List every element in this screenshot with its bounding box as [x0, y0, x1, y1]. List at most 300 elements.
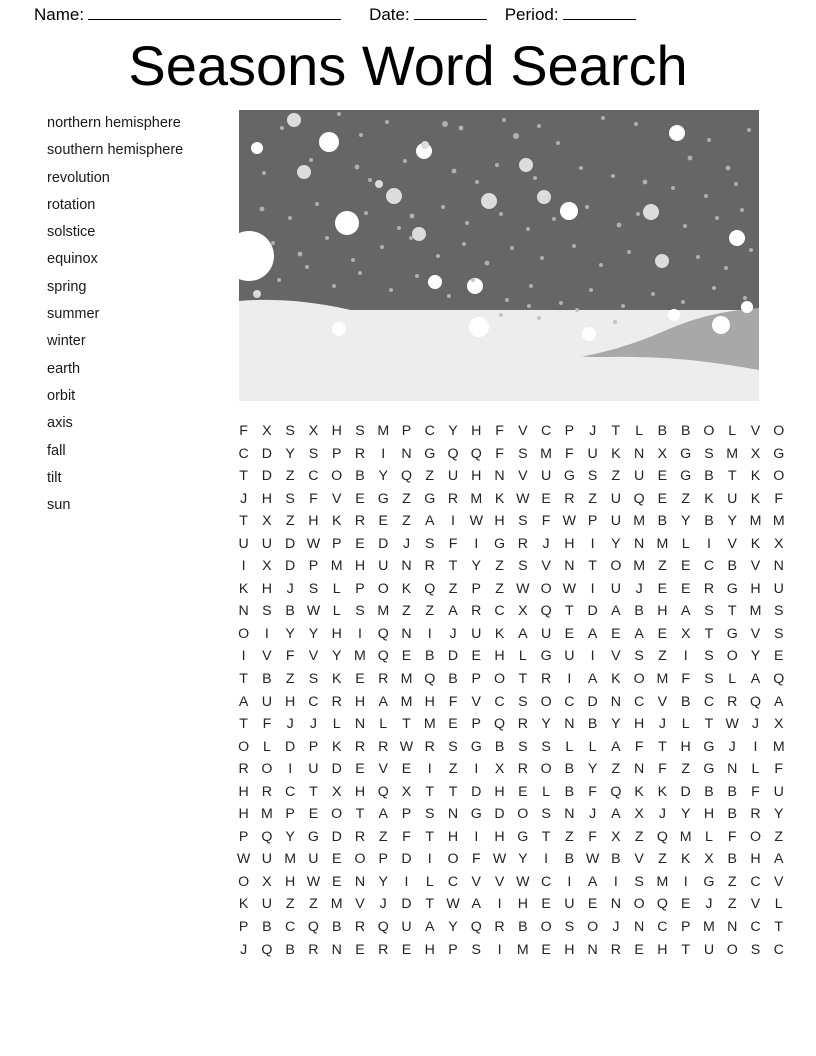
grid-cell[interactable]: L	[681, 716, 690, 733]
grid-cell[interactable]: I	[451, 513, 455, 530]
grid-cell[interactable]: I	[241, 558, 246, 575]
word-list-item[interactable]: fall	[47, 442, 66, 459]
grid-cell[interactable]: U	[540, 468, 552, 485]
grid-cell[interactable]: Z	[634, 828, 644, 845]
grid-cell[interactable]: S	[518, 558, 528, 575]
grid-cell[interactable]: O	[354, 851, 366, 868]
grid-cell[interactable]: K	[634, 783, 644, 800]
grid-cell[interactable]: N	[447, 806, 459, 823]
grid-cell[interactable]: X	[262, 513, 272, 530]
grid-cell[interactable]: C	[540, 423, 552, 439]
grid-cell[interactable]: X	[308, 423, 319, 439]
grid-cell[interactable]: H	[424, 693, 435, 710]
grid-cell[interactable]: R	[354, 513, 366, 530]
grid-cell[interactable]: T	[611, 423, 621, 439]
grid-cell[interactable]: K	[494, 625, 505, 642]
grid-cell[interactable]: M	[703, 919, 715, 936]
grid-cell[interactable]: N	[401, 558, 412, 575]
grid-cell[interactable]: G	[703, 873, 715, 890]
grid-cell[interactable]: R	[238, 761, 249, 778]
grid-cell[interactable]: V	[471, 873, 482, 890]
grid-cell[interactable]: I	[357, 625, 362, 642]
grid-cell[interactable]: H	[261, 580, 273, 597]
grid-cell[interactable]: O	[331, 468, 343, 485]
grid-cell[interactable]: S	[518, 513, 528, 530]
grid-cell[interactable]: X	[611, 828, 621, 845]
grid-cell[interactable]: L	[262, 738, 271, 755]
grid-cell[interactable]: P	[331, 445, 342, 462]
grid-cell[interactable]: P	[401, 806, 412, 823]
grid-cell[interactable]: B	[611, 851, 621, 868]
grid-cell[interactable]: S	[448, 738, 458, 755]
grid-cell[interactable]: M	[400, 671, 413, 688]
grid-cell[interactable]: T	[448, 783, 458, 800]
grid-cell[interactable]: V	[494, 873, 505, 890]
grid-cell[interactable]: L	[751, 761, 760, 778]
grid-cell[interactable]: M	[656, 873, 669, 890]
grid-cell[interactable]: I	[590, 535, 595, 552]
grid-cell[interactable]: B	[285, 603, 295, 620]
grid-cell[interactable]: Z	[658, 648, 667, 665]
grid-cell[interactable]: Y	[378, 468, 388, 485]
grid-cell[interactable]: U	[261, 535, 273, 552]
grid-cell[interactable]: X	[331, 783, 342, 800]
grid-cell[interactable]: B	[425, 648, 435, 665]
grid-cell[interactable]: Z	[425, 603, 435, 620]
grid-cell[interactable]: A	[634, 625, 644, 642]
grid-cell[interactable]: M	[749, 603, 762, 620]
grid-cell[interactable]: I	[683, 648, 688, 665]
grid-cell[interactable]: V	[774, 873, 784, 890]
grid-cell[interactable]: A	[680, 603, 691, 620]
grid-cell[interactable]: E	[657, 625, 668, 642]
grid-cell[interactable]: A	[587, 671, 598, 688]
grid-cell[interactable]: Y	[680, 806, 691, 823]
grid-cell[interactable]: L	[588, 738, 597, 755]
grid-cell[interactable]: Q	[261, 941, 273, 958]
grid-cell[interactable]: E	[355, 535, 365, 552]
grid-cell[interactable]: B	[518, 919, 528, 936]
grid-cell[interactable]: P	[471, 671, 482, 688]
grid-cell[interactable]: P	[680, 919, 691, 936]
grid-cell[interactable]: Q	[633, 490, 645, 507]
grid-cell[interactable]: P	[238, 919, 249, 936]
grid-cell[interactable]: U	[610, 513, 621, 530]
grid-cell[interactable]: V	[518, 423, 528, 439]
grid-cell[interactable]: C	[703, 693, 715, 710]
grid-cell[interactable]: U	[238, 535, 249, 552]
grid-cell[interactable]: L	[705, 828, 713, 845]
grid-cell[interactable]: Q	[610, 783, 622, 800]
grid-cell[interactable]: F	[588, 783, 597, 800]
date-blank-line[interactable]	[414, 6, 487, 20]
grid-cell[interactable]: B	[262, 671, 272, 688]
grid-cell[interactable]: Z	[285, 671, 295, 688]
grid-cell[interactable]: S	[634, 873, 644, 890]
grid-cell[interactable]: R	[354, 919, 366, 936]
grid-cell[interactable]: K	[494, 490, 505, 507]
grid-cell[interactable]: F	[309, 490, 318, 507]
grid-cell[interactable]: H	[494, 783, 505, 800]
grid-cell[interactable]: I	[427, 625, 432, 642]
grid-cell[interactable]: J	[658, 716, 666, 733]
grid-cell[interactable]: R	[424, 738, 435, 755]
grid-cell[interactable]: X	[494, 761, 505, 778]
grid-cell[interactable]: S	[750, 941, 761, 958]
grid-cell[interactable]: E	[401, 648, 412, 665]
grid-cell[interactable]: S	[518, 693, 528, 710]
grid-cell[interactable]: H	[494, 828, 505, 845]
grid-cell[interactable]: M	[284, 851, 297, 868]
grid-cell[interactable]: Q	[773, 671, 785, 688]
grid-cell[interactable]: Q	[400, 468, 413, 485]
grid-cell[interactable]: S	[308, 580, 319, 597]
grid-cell[interactable]: Q	[377, 919, 389, 936]
grid-cell[interactable]: Q	[377, 625, 389, 642]
grid-cell[interactable]: L	[681, 535, 690, 552]
grid-cell[interactable]: L	[332, 580, 341, 597]
grid-cell[interactable]: R	[517, 716, 528, 733]
grid-cell[interactable]: M	[423, 716, 436, 733]
grid-cell[interactable]: Y	[750, 648, 761, 665]
grid-cell[interactable]: Z	[681, 761, 691, 778]
grid-cell[interactable]: Y	[285, 445, 295, 462]
grid-cell[interactable]: U	[564, 648, 575, 665]
grid-cell[interactable]: A	[448, 603, 458, 620]
grid-cell[interactable]: E	[355, 941, 365, 958]
grid-cell[interactable]: K	[750, 468, 761, 485]
word-list-item[interactable]: orbit	[47, 387, 76, 404]
grid-cell[interactable]: F	[774, 490, 784, 507]
grid-cell[interactable]: U	[727, 490, 738, 507]
grid-cell[interactable]: F	[262, 716, 272, 733]
word-list-item[interactable]: summer	[47, 306, 100, 323]
grid-cell[interactable]: Y	[471, 558, 482, 575]
grid-cell[interactable]: M	[749, 513, 762, 530]
grid-cell[interactable]: D	[680, 783, 691, 800]
grid-cell[interactable]: R	[331, 693, 342, 710]
grid-cell[interactable]: S	[587, 468, 598, 485]
grid-cell[interactable]: W	[446, 896, 460, 913]
grid-cell[interactable]: U	[401, 919, 412, 936]
grid-cell[interactable]: S	[355, 423, 365, 439]
grid-cell[interactable]: B	[680, 423, 691, 439]
grid-cell[interactable]: S	[541, 738, 551, 755]
grid-cell[interactable]: X	[657, 445, 668, 462]
grid-cell[interactable]: U	[308, 761, 319, 778]
grid-cell[interactable]: G	[773, 445, 785, 462]
word-list-item[interactable]: equinox	[47, 251, 98, 268]
grid-cell[interactable]: I	[497, 896, 502, 913]
grid-cell[interactable]: H	[354, 783, 366, 800]
grid-cell[interactable]: W	[492, 851, 507, 868]
grid-cell[interactable]: B	[494, 738, 505, 755]
grid-cell[interactable]: M	[470, 490, 483, 507]
grid-cell[interactable]: J	[379, 896, 387, 913]
grid-cell[interactable]: K	[331, 738, 342, 755]
grid-cell[interactable]: B	[727, 783, 737, 800]
word-list-item[interactable]: northern hemisphere	[47, 115, 181, 131]
grid-cell[interactable]: W	[399, 738, 414, 755]
grid-cell[interactable]: R	[517, 761, 528, 778]
grid-cell[interactable]: D	[285, 738, 296, 755]
grid-cell[interactable]: P	[308, 738, 319, 755]
grid-cell[interactable]: C	[424, 423, 435, 439]
grid-cell[interactable]: L	[425, 873, 434, 890]
grid-cell[interactable]: E	[448, 716, 458, 733]
grid-cell[interactable]: V	[378, 761, 388, 778]
grid-cell[interactable]: B	[680, 693, 691, 710]
grid-cell[interactable]: L	[728, 423, 737, 439]
grid-cell[interactable]: Z	[658, 851, 667, 868]
grid-cell[interactable]: G	[470, 738, 482, 755]
grid-cell[interactable]: L	[565, 738, 574, 755]
grid-cell[interactable]: R	[447, 490, 459, 507]
grid-cell[interactable]: F	[471, 851, 481, 868]
grid-cell[interactable]: X	[774, 716, 784, 733]
grid-cell[interactable]: H	[750, 580, 761, 597]
grid-cell[interactable]: J	[542, 535, 550, 552]
grid-cell[interactable]: D	[261, 445, 273, 462]
grid-cell[interactable]: X	[750, 445, 761, 462]
grid-cell[interactable]: I	[613, 873, 618, 890]
grid-cell[interactable]: G	[307, 828, 319, 845]
grid-cell[interactable]: P	[448, 941, 458, 958]
grid-cell[interactable]: U	[703, 941, 715, 958]
grid-cell[interactable]: F	[448, 693, 458, 710]
grid-cell[interactable]: E	[564, 625, 575, 642]
grid-cell[interactable]: B	[657, 513, 668, 530]
grid-cell[interactable]: M	[772, 738, 785, 755]
grid-cell[interactable]: M	[540, 445, 552, 462]
grid-cell[interactable]: G	[494, 535, 506, 552]
grid-cell[interactable]: T	[239, 671, 248, 688]
grid-cell[interactable]: A	[611, 603, 621, 620]
grid-cell[interactable]: G	[680, 468, 692, 485]
word-list-item[interactable]: winter	[47, 333, 86, 350]
grid-cell[interactable]: Z	[448, 580, 458, 597]
grid-cell[interactable]: I	[590, 648, 595, 665]
grid-cell[interactable]: S	[564, 919, 575, 936]
grid-cell[interactable]: W	[516, 490, 530, 507]
grid-cell[interactable]: Z	[448, 761, 458, 778]
grid-cell[interactable]: Y	[541, 716, 551, 733]
grid-cell[interactable]: S	[774, 603, 784, 620]
grid-cell[interactable]: M	[633, 513, 646, 530]
grid-cell[interactable]: T	[565, 603, 574, 620]
grid-cell[interactable]: Z	[774, 828, 784, 845]
grid-cell[interactable]: M	[330, 558, 343, 575]
grid-cell[interactable]: U	[610, 580, 621, 597]
grid-cell[interactable]: N	[634, 761, 645, 778]
grid-cell[interactable]: V	[331, 490, 342, 507]
grid-cell[interactable]: Y	[727, 513, 737, 530]
grid-cell[interactable]: Q	[261, 828, 273, 845]
grid-cell[interactable]: K	[611, 671, 621, 688]
grid-cell[interactable]: F	[495, 445, 504, 462]
grid-cell[interactable]: C	[703, 558, 715, 575]
grid-cell[interactable]: W	[516, 873, 530, 890]
grid-cell[interactable]: S	[704, 603, 714, 620]
grid-cell[interactable]: Z	[309, 896, 318, 913]
grid-cell[interactable]: Y	[680, 513, 691, 530]
grid-cell[interactable]: C	[750, 873, 761, 890]
grid-cell[interactable]: Z	[402, 603, 411, 620]
grid-cell[interactable]: J	[286, 580, 294, 597]
grid-cell[interactable]: V	[657, 693, 668, 710]
grid-cell[interactable]: S	[518, 738, 528, 755]
grid-cell[interactable]: E	[518, 783, 528, 800]
grid-cell[interactable]: S	[425, 535, 435, 552]
grid-cell[interactable]: J	[286, 716, 294, 733]
grid-cell[interactable]: W	[516, 580, 530, 597]
grid-cell[interactable]: N	[634, 445, 645, 462]
grid-cell[interactable]: P	[564, 423, 575, 439]
grid-cell[interactable]: I	[753, 738, 758, 755]
grid-cell[interactable]: J	[658, 806, 666, 823]
grid-cell[interactable]: H	[308, 513, 319, 530]
grid-cell[interactable]: K	[680, 851, 691, 868]
grid-cell[interactable]: M	[633, 558, 646, 575]
grid-cell[interactable]: U	[261, 693, 273, 710]
grid-cell[interactable]: V	[471, 693, 482, 710]
grid-cell[interactable]: E	[774, 648, 784, 665]
grid-cell[interactable]: U	[308, 851, 319, 868]
grid-cell[interactable]: W	[562, 513, 577, 530]
grid-cell[interactable]: N	[494, 468, 505, 485]
grid-cell[interactable]: E	[680, 580, 691, 597]
grid-cell[interactable]: T	[448, 558, 458, 575]
grid-cell[interactable]: W	[236, 851, 251, 868]
grid-cell[interactable]: C	[238, 445, 249, 462]
grid-cell[interactable]: M	[377, 423, 390, 439]
grid-cell[interactable]: W	[306, 603, 321, 620]
grid-cell[interactable]: R	[703, 580, 715, 597]
grid-cell[interactable]: E	[541, 490, 551, 507]
grid-cell[interactable]: H	[354, 558, 366, 575]
grid-cell[interactable]: V	[308, 648, 319, 665]
grid-cell[interactable]: I	[497, 941, 502, 958]
grid-cell[interactable]: S	[704, 445, 714, 462]
grid-cell[interactable]: H	[564, 941, 575, 958]
grid-cell[interactable]: B	[727, 851, 737, 868]
grid-cell[interactable]: E	[331, 851, 342, 868]
grid-cell[interactable]: J	[612, 919, 620, 936]
grid-cell[interactable]: D	[401, 896, 412, 913]
grid-cell[interactable]: H	[494, 513, 505, 530]
grid-cell[interactable]: B	[657, 423, 668, 439]
grid-cell[interactable]: Q	[307, 919, 319, 936]
word-search-grid[interactable]	[232, 420, 785, 961]
grid-cell[interactable]: R	[354, 828, 366, 845]
grid-cell[interactable]: Q	[749, 693, 761, 710]
grid-cell[interactable]: H	[238, 806, 249, 823]
grid-cell[interactable]: A	[425, 513, 435, 530]
grid-cell[interactable]: V	[541, 558, 551, 575]
grid-cell[interactable]: Q	[424, 580, 436, 597]
grid-cell[interactable]: Z	[565, 828, 574, 845]
grid-cell[interactable]: N	[401, 445, 412, 462]
grid-cell[interactable]: O	[447, 851, 459, 868]
grid-cell[interactable]: Z	[611, 761, 621, 778]
grid-cell[interactable]: F	[285, 648, 295, 665]
grid-cell[interactable]: J	[728, 738, 736, 755]
grid-cell[interactable]: Z	[402, 490, 411, 507]
grid-cell[interactable]: I	[474, 535, 479, 552]
grid-cell[interactable]: B	[285, 941, 295, 958]
grid-cell[interactable]: J	[751, 716, 760, 733]
grid-cell[interactable]: Q	[424, 671, 436, 688]
grid-cell[interactable]: H	[354, 693, 366, 710]
grid-cell[interactable]: E	[680, 558, 691, 575]
grid-cell[interactable]: R	[354, 445, 366, 462]
grid-cell[interactable]: U	[447, 468, 459, 485]
grid-cell[interactable]: T	[774, 919, 784, 936]
grid-cell[interactable]: O	[773, 423, 785, 439]
grid-cell[interactable]: P	[471, 716, 482, 733]
grid-cell[interactable]: F	[239, 423, 248, 439]
grid-cell[interactable]: O	[726, 648, 738, 665]
grid-cell[interactable]: O	[238, 873, 250, 890]
grid-cell[interactable]: C	[285, 783, 296, 800]
grid-cell[interactable]: U	[773, 580, 784, 597]
grid-cell[interactable]: F	[588, 828, 597, 845]
grid-cell[interactable]: X	[518, 603, 528, 620]
grid-cell[interactable]: Z	[495, 558, 504, 575]
grid-cell[interactable]: X	[680, 625, 691, 642]
grid-cell[interactable]: R	[354, 738, 366, 755]
grid-cell[interactable]: O	[773, 468, 785, 485]
grid-cell[interactable]: H	[261, 490, 273, 507]
grid-cell[interactable]: M	[726, 445, 739, 462]
grid-cell[interactable]: O	[633, 671, 645, 688]
grid-cell[interactable]: F	[658, 761, 667, 778]
grid-cell[interactable]: I	[683, 873, 688, 890]
grid-cell[interactable]: H	[634, 716, 645, 733]
grid-cell[interactable]: S	[308, 671, 319, 688]
grid-cell[interactable]: B	[727, 558, 737, 575]
grid-cell[interactable]: Y	[378, 873, 388, 890]
grid-cell[interactable]: E	[331, 873, 342, 890]
grid-cell[interactable]: A	[378, 806, 388, 823]
grid-cell[interactable]: E	[541, 896, 551, 913]
grid-cell[interactable]: X	[262, 423, 272, 439]
grid-cell[interactable]: K	[750, 535, 761, 552]
grid-cell[interactable]: L	[774, 896, 783, 913]
word-list-item[interactable]: axis	[47, 415, 73, 432]
grid-cell[interactable]: T	[727, 468, 737, 485]
grid-cell[interactable]: A	[750, 671, 761, 688]
grid-cell[interactable]: C	[494, 693, 505, 710]
grid-cell[interactable]: X	[634, 806, 644, 823]
grid-cell[interactable]: U	[471, 625, 482, 642]
grid-cell[interactable]: B	[634, 603, 644, 620]
grid-cell[interactable]: T	[239, 468, 248, 485]
grid-cell[interactable]: Q	[656, 828, 668, 845]
grid-cell[interactable]: N	[401, 625, 412, 642]
grid-cell[interactable]: Y	[448, 919, 458, 936]
grid-cell[interactable]: Q	[447, 445, 459, 462]
grid-cell[interactable]: U	[378, 558, 389, 575]
grid-cell[interactable]: Z	[658, 558, 667, 575]
grid-cell[interactable]: Q	[494, 716, 506, 733]
grid-cell[interactable]: O	[377, 580, 389, 597]
grid-cell[interactable]: V	[727, 535, 737, 552]
grid-cell[interactable]: E	[657, 580, 668, 597]
grid-cell[interactable]: Y	[774, 806, 784, 823]
grid-cell[interactable]: O	[494, 671, 506, 688]
grid-cell[interactable]: F	[751, 783, 760, 800]
